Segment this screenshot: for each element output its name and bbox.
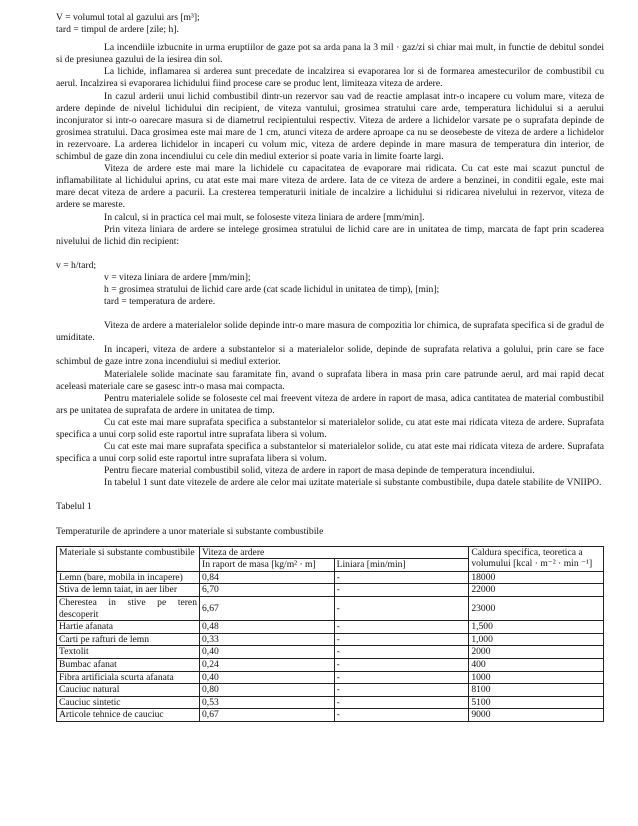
cell-material: Cauciuc sintetic — [57, 696, 200, 709]
table-title: Temperaturile de aprindere a unor materiale si substante combustibile — [56, 525, 324, 537]
cell-material: Articole tehnice de cauciuc — [57, 709, 200, 722]
cell-mass: 6,67 — [200, 597, 335, 621]
formula-def-v: v = viteza liniara de ardere [mm/min]; — [104, 271, 251, 283]
paragraph-liquids: La lichide, inflamarea si arderea sunt precedate de incalzirea si evaporarea lor si de formarea amestecurilor de combustibil cu aerul. Incalzirea si evaporarea lichidului fiind procese care se produc lent, limiteaza viteza de ardere. — [56, 66, 604, 90]
paragraph-specific-surface-2: Cu cat este mai mare suprafata specifica a substantelor si materialelor solide, cu atat este mai ridicata viteza de ardere. Suprafata specifica a unui corp solid este raportul intre suprafata libera si volum. — [56, 441, 604, 465]
paragraph-solids-composition: Viteza de ardere a materialelor solide depinde intr-o mare masura de compozitia lor chimica, de suprafata specifica si de gradul de umiditate. — [56, 320, 604, 344]
table-body — [57, 571, 604, 721]
header-material: Materiale si substante combustibile — [57, 546, 200, 571]
cell-material: Fibra artificiala scurta afanata — [57, 671, 200, 684]
cell-heat: 18000 — [469, 571, 604, 584]
cell-heat: 1,500 — [469, 621, 604, 634]
cell-linear: - — [334, 671, 469, 684]
cell-heat: 8100 — [469, 684, 604, 697]
definition-time: tard = timpul de ardere [zile; h]. — [56, 24, 179, 36]
paragraph-specific-surface-1: Cu cat este mai mare suprafata specifica a substantelor si materialelor solide, cu atat este mai ridicata viteza de ardere. Suprafata specifica a unui corp solid este raportul intre suprafata libera si volum. — [56, 416, 604, 440]
cell-mass: 0,24 — [200, 659, 335, 672]
cell-material: Bumbac afanat — [57, 659, 200, 672]
cell-heat: 22000 — [469, 584, 604, 597]
cell-heat: 9000 — [469, 709, 604, 722]
cell-heat: 23000 — [469, 597, 604, 621]
header-speed: Viteza de ardere — [200, 546, 469, 559]
header-heat: Caldura specifica, teoretica a volumului [kcal · m⁻² · min ⁻¹] — [469, 546, 604, 571]
formula-main: v = h/tard; — [56, 259, 97, 271]
paragraph-linear-speed-definition: Prin viteza liniara de ardere se intelege grosimea stratului de lichid care are in unitatea de timp, marcata de fapt prin scaderea nivelului de lichid din recipient: — [56, 223, 604, 247]
cell-mass: 0,53 — [200, 696, 335, 709]
table-row — [57, 584, 604, 597]
cell-linear: - — [334, 571, 469, 584]
cell-mass: 0,80 — [200, 684, 335, 697]
cell-linear: - — [334, 584, 469, 597]
table-row — [57, 684, 604, 697]
table-row — [57, 571, 604, 584]
paragraph-table-reference: In tabelul 1 sunt date vitezele de ardere ale celor mai uzitate materiale si substante combustibile, dupa datele stabilite de VNIIPO. — [104, 477, 602, 489]
cell-material: Hartie afanata — [57, 621, 200, 634]
definition-volume: V = volumul total al gazului ars [m³]; — [56, 12, 200, 23]
paragraph-solids-rooms: In incaperi, viteza de ardere a substantelor si a materialelor solide, depinde de suprafata relativa a golului, prin care se face schimbul de gaze intre zona incendiului si mediul exterior. — [56, 344, 604, 368]
cell-mass: 0,84 — [200, 571, 335, 584]
burning-speed-table — [56, 546, 604, 722]
formula-def-t: tard = temperatura de ardere. — [104, 296, 216, 308]
cell-mass: 0,40 — [200, 671, 335, 684]
table-label: Tabelul 1 — [56, 501, 92, 513]
paragraph-linear-speed-usage: In calcul, si in practica cel mai mult, se foloseste viteza liniara de ardere [mm/min]. — [104, 211, 425, 223]
table-row — [57, 597, 604, 621]
cell-heat: 1,000 — [469, 633, 604, 646]
cell-mass: 0,33 — [200, 633, 335, 646]
cell-linear: - — [334, 684, 469, 697]
formula-def-h: h = grosimea stratului de lichid care arde (cat scade lichidul in unitatea de timp), [min]; — [104, 283, 440, 295]
cell-linear: - — [334, 659, 469, 672]
header-linear: Liniara [min/min] — [334, 559, 469, 572]
cell-mass: 0,40 — [200, 646, 335, 659]
document-page — [56, 12, 604, 722]
paragraph-tank-burning: In cazul arderii unui lichid combustibil dintr-un rezervor sau vad de reactie amplasat intr-o incapere cu volum mare, viteza de ardere depinde de nivelul lichidului din recipient, de viteza vantului, grosimea stratului care arde, temperatura lichidului si a aerului inconjurator si intr-o oarecare masura si de diametrul recipientului respectiv. Viteza de ardere a lichidelor varsate pe o suprafata depinde de grosimea stratului. Daca grosimea este mai mare de 1 cm, atunci viteza de ardere aproape ca nu se deosebeste de viteza de ardere a lichidelor in rezervoare. La arderea lichidelor in incaperi cu volum mic, viteza de ardere depinde in mare masura de temperatura din interior, de schimbul de gaze din zona incendiului cu cele din mediul exterior si poate varia in limite foarte largi. — [56, 90, 604, 163]
table-row — [57, 671, 604, 684]
paragraph-gas-eruptions: La incendiile izbucnite in urma eruptiilor de gaze pot sa arda pana la 3 mil · gaz/zi si chiar mai mult, in functie de debitul sondei si de presiunea gazului de la iesirea din sol. — [56, 42, 604, 66]
header-mass: In raport de masa [kg/m² · m] — [200, 559, 335, 572]
cell-linear: - — [334, 709, 469, 722]
paragraph-evaporation: Viteza de ardere este mai mare la lichidele cu capacitatea de evaporare mai ridicata. Cu cat este mai scazut punctul de inflamabilitate al lichidului aprins, cu atat este mai mare viteza de ardere. Iata de ce viteza de ardere a benzinei, in conditii egale, este mai mare decat viteza de ardere a pacurii. La cresterea temperaturii initiale de incalzire a lichidului si ridicarea nivelului in rezervor, viteza de ardere se mareste. — [56, 163, 604, 211]
table-row — [57, 659, 604, 672]
cell-heat: 2000 — [469, 646, 604, 659]
table-row — [57, 633, 604, 646]
paragraph-solids-ground: Materialele solide macinate sau faramitate fin, avand o suprafata libera in masa prin care patrunde aerul, ard mai rapid decat aceleasi materiale care se gasesc intr-o masa mai compacta. — [56, 368, 604, 392]
cell-linear: - — [334, 696, 469, 709]
cell-mass: 6,70 — [200, 584, 335, 597]
cell-linear: - — [334, 621, 469, 634]
cell-mass: 0,48 — [200, 621, 335, 634]
cell-heat: 400 — [469, 659, 604, 672]
table-row — [57, 621, 604, 634]
cell-material: Textolit — [57, 646, 200, 659]
paragraph-solids-mass-speed: Pentru materialele solide se foloseste cel mai freevent viteza de ardere in raport de masa, adica cantitatea de material combustibil ars pe unitatea de suprafata de ardere in unitatea de timp. — [56, 392, 604, 416]
cell-material: Cauciuc natural — [57, 684, 200, 697]
cell-heat: 5100 — [469, 696, 604, 709]
cell-linear: - — [334, 597, 469, 621]
cell-heat: 1000 — [469, 671, 604, 684]
table-row — [57, 696, 604, 709]
table-row — [57, 709, 604, 722]
table-header-row — [57, 546, 604, 559]
cell-linear: - — [334, 633, 469, 646]
paragraph-fire-temperature: Pentru fiecare material combustibil solid, viteza de ardere in raport de masa depinde de temperatura incendiului. — [104, 465, 535, 477]
cell-material: Lemn (bare, mobila in incapere) — [57, 571, 200, 584]
cell-material: Carti pe rafturi de lemn — [57, 633, 200, 646]
cell-linear: - — [334, 646, 469, 659]
table-row — [57, 646, 604, 659]
cell-mass: 0,67 — [200, 709, 335, 722]
cell-material: Cheresteа in stive pe teren descoperit — [57, 597, 200, 621]
cell-material: Stiva de lemn taiat, in aer liber — [57, 584, 200, 597]
